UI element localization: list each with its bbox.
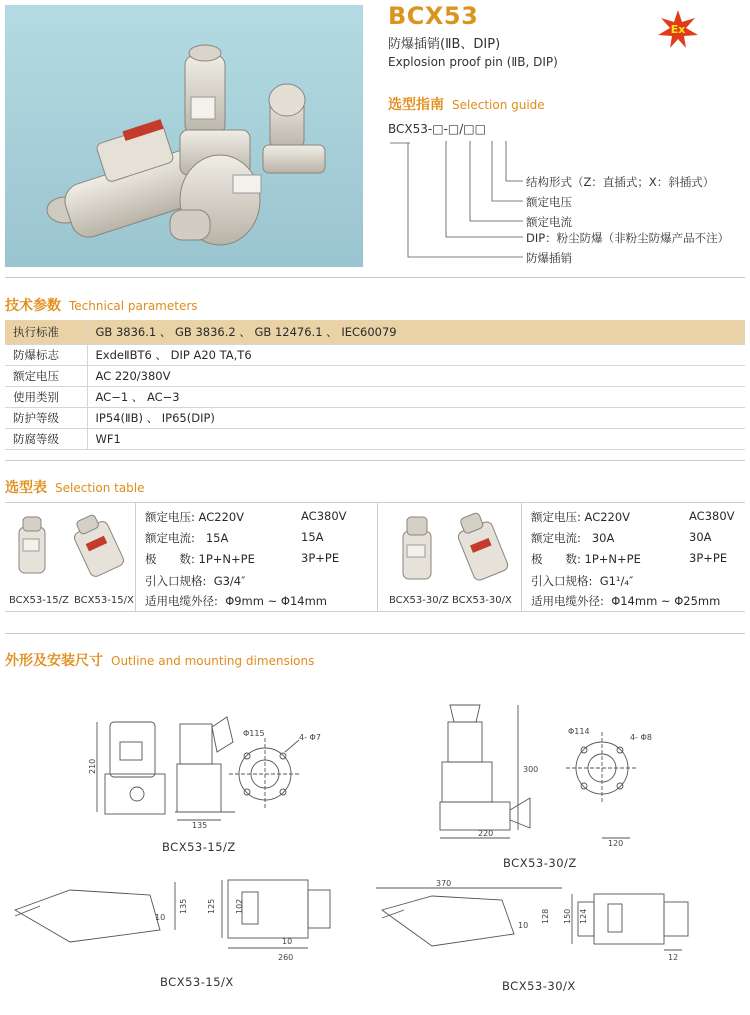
voltage-value: AC380V — [301, 509, 347, 523]
voltage-label: 额定电压: — [145, 510, 195, 524]
dim-label: 220 — [478, 829, 494, 838]
product-name-cn: 防爆插销(ⅡB、DIP) — [388, 37, 501, 52]
poles-value: 1P+N+PE — [584, 552, 641, 566]
entry-value: G1¹/₄″ — [599, 574, 634, 588]
dim-label: 210 — [88, 758, 97, 774]
guide-code-pattern: BCX53-□-□/□□ — [388, 122, 486, 136]
table-row — [5, 407, 745, 428]
table-row — [5, 320, 745, 344]
dim-label: 128 — [541, 908, 550, 924]
tech-heading — [5, 295, 198, 315]
selection-table — [5, 502, 745, 612]
table-row — [5, 428, 745, 449]
cable-label: 适用电缆外径: — [531, 594, 604, 608]
selection-title-en: Selection table — [55, 481, 145, 495]
ex-badge-icon — [658, 10, 698, 48]
product-code: BCX53 — [388, 2, 479, 30]
poles-label: 极 数: — [531, 552, 581, 566]
tech-value: AC−1 、 AC−3 — [87, 386, 745, 407]
drawing-30z — [430, 700, 670, 850]
dim-label: 260 — [278, 953, 294, 962]
poles-value: 3P+PE — [301, 551, 340, 565]
tech-params-table — [5, 320, 745, 450]
dim-label: 10 — [282, 937, 293, 946]
guide-title-cn: 选型指南 — [388, 97, 444, 113]
voltage-value: AC220V — [198, 510, 245, 524]
divider — [5, 277, 745, 278]
tech-value: WF1 — [87, 428, 745, 449]
divider — [135, 503, 136, 611]
dim-label: 300 — [523, 765, 539, 774]
tech-value: GB 3836.1 、 GB 3836.2 、 GB 12476.1 、 IEC60079 — [87, 320, 745, 344]
current-label: 额定电流: — [145, 531, 195, 545]
tech-key: 防腐等级 — [5, 428, 87, 449]
cable-label: 适用电缆外径: — [145, 594, 218, 608]
voltage-label: 额定电压: — [531, 510, 581, 524]
selection-guide-heading — [388, 94, 545, 114]
drawing-caption: BCX53-30/Z — [503, 856, 577, 870]
entry-value: G3/4″ — [213, 574, 246, 588]
drawing-15x — [10, 870, 350, 970]
guide-label-voltage: 额定电压 — [526, 195, 572, 209]
product-thumb-30 — [383, 509, 517, 589]
dim-label: 12 — [668, 953, 679, 962]
drawing-15z — [85, 712, 345, 832]
product-thumb-15 — [9, 509, 131, 589]
dim-label: 10 — [518, 921, 529, 930]
guide-label-name: 防爆插销 — [526, 251, 572, 265]
table-row — [5, 365, 745, 386]
voltage-value: AC220V — [584, 510, 631, 524]
table-row — [5, 344, 745, 365]
dim-label: 10 — [155, 913, 166, 922]
dim-label: 120 — [608, 839, 624, 848]
tech-value: IP54(ⅡB) 、 IP65(DIP) — [87, 407, 745, 428]
product-photo — [5, 5, 363, 267]
tech-key: 防护等级 — [5, 407, 87, 428]
selection-caption: BCX53-30/Z — [389, 595, 449, 606]
poles-value: 3P+PE — [689, 551, 728, 565]
dim-label: 125 — [207, 898, 216, 914]
dim-label: 124 — [579, 908, 588, 924]
dim-label: 370 — [436, 880, 452, 888]
current-value: 15A — [205, 531, 229, 545]
selection-table-heading — [5, 477, 145, 497]
dim-label: 150 — [563, 908, 572, 924]
tech-key: 执行标准 — [5, 320, 87, 344]
poles-label: 极 数: — [145, 552, 195, 566]
table-row — [5, 386, 745, 407]
dim-label: 4- Φ8 — [630, 733, 652, 742]
cable-value: Φ14mm ~ Φ25mm — [611, 594, 721, 608]
dim-label: 135 — [192, 821, 208, 830]
divider — [5, 460, 745, 461]
tech-value: AC 220/380V — [87, 365, 745, 386]
ex-badge-text: Ex — [670, 23, 686, 36]
divider — [5, 633, 745, 634]
divider — [521, 503, 522, 611]
poles-value: 1P+N+PE — [198, 552, 255, 566]
voltage-value: AC380V — [689, 509, 735, 523]
drawing-30x — [372, 880, 744, 970]
selection-caption: BCX53-15/X — [74, 595, 134, 606]
guide-title-en: Selection guide — [452, 98, 545, 112]
dim-label: 4- Φ7 — [299, 733, 321, 742]
current-value: 30A — [689, 530, 712, 544]
dim-label: 102 — [235, 898, 244, 914]
outline-heading — [5, 650, 314, 670]
current-value: 15A — [301, 530, 324, 544]
outline-title-en: Outline and mounting dimensions — [111, 654, 315, 668]
current-value: 30A — [591, 531, 615, 545]
current-label: 额定电流: — [531, 531, 581, 545]
selection-caption: BCX53-15/Z — [9, 595, 69, 606]
tech-key: 额定电压 — [5, 365, 87, 386]
product-photo-art — [5, 5, 363, 267]
dim-label: Φ115 — [243, 729, 265, 738]
guide-label-dip: DIP：粉尘防爆（非粉尘防爆产品不注） — [526, 231, 730, 245]
tech-title-en: Technical parameters — [69, 299, 198, 313]
drawing-caption: BCX53-15/Z — [162, 840, 236, 854]
tech-key: 使用类别 — [5, 386, 87, 407]
divider — [377, 503, 378, 611]
guide-label-structure: 结构形式（Z：直插式；X：斜插式） — [526, 175, 715, 189]
dim-label: 135 — [179, 898, 188, 914]
outline-title-cn: 外形及安装尺寸 — [5, 653, 103, 669]
dim-label: Φ114 — [568, 727, 590, 736]
entry-label: 引入口规格: — [531, 574, 593, 588]
tech-value: ExdeⅡBT6 、 DIP A20 TA,T6 — [87, 344, 745, 365]
selection-caption: BCX53-30/X — [452, 595, 512, 606]
cable-value: Φ9mm ~ Φ14mm — [225, 594, 327, 608]
drawing-caption: BCX53-30/X — [502, 979, 576, 993]
entry-label: 引入口规格: — [145, 574, 207, 588]
tech-title-cn: 技术参数 — [5, 298, 61, 314]
guide-label-current: 额定电流 — [526, 215, 572, 229]
product-name-en: Explosion proof pin (ⅡB, DIP) — [388, 55, 558, 69]
selection-title-cn: 选型表 — [5, 480, 47, 496]
drawing-caption: BCX53-15/X — [160, 975, 234, 989]
tech-key: 防爆标志 — [5, 344, 87, 365]
